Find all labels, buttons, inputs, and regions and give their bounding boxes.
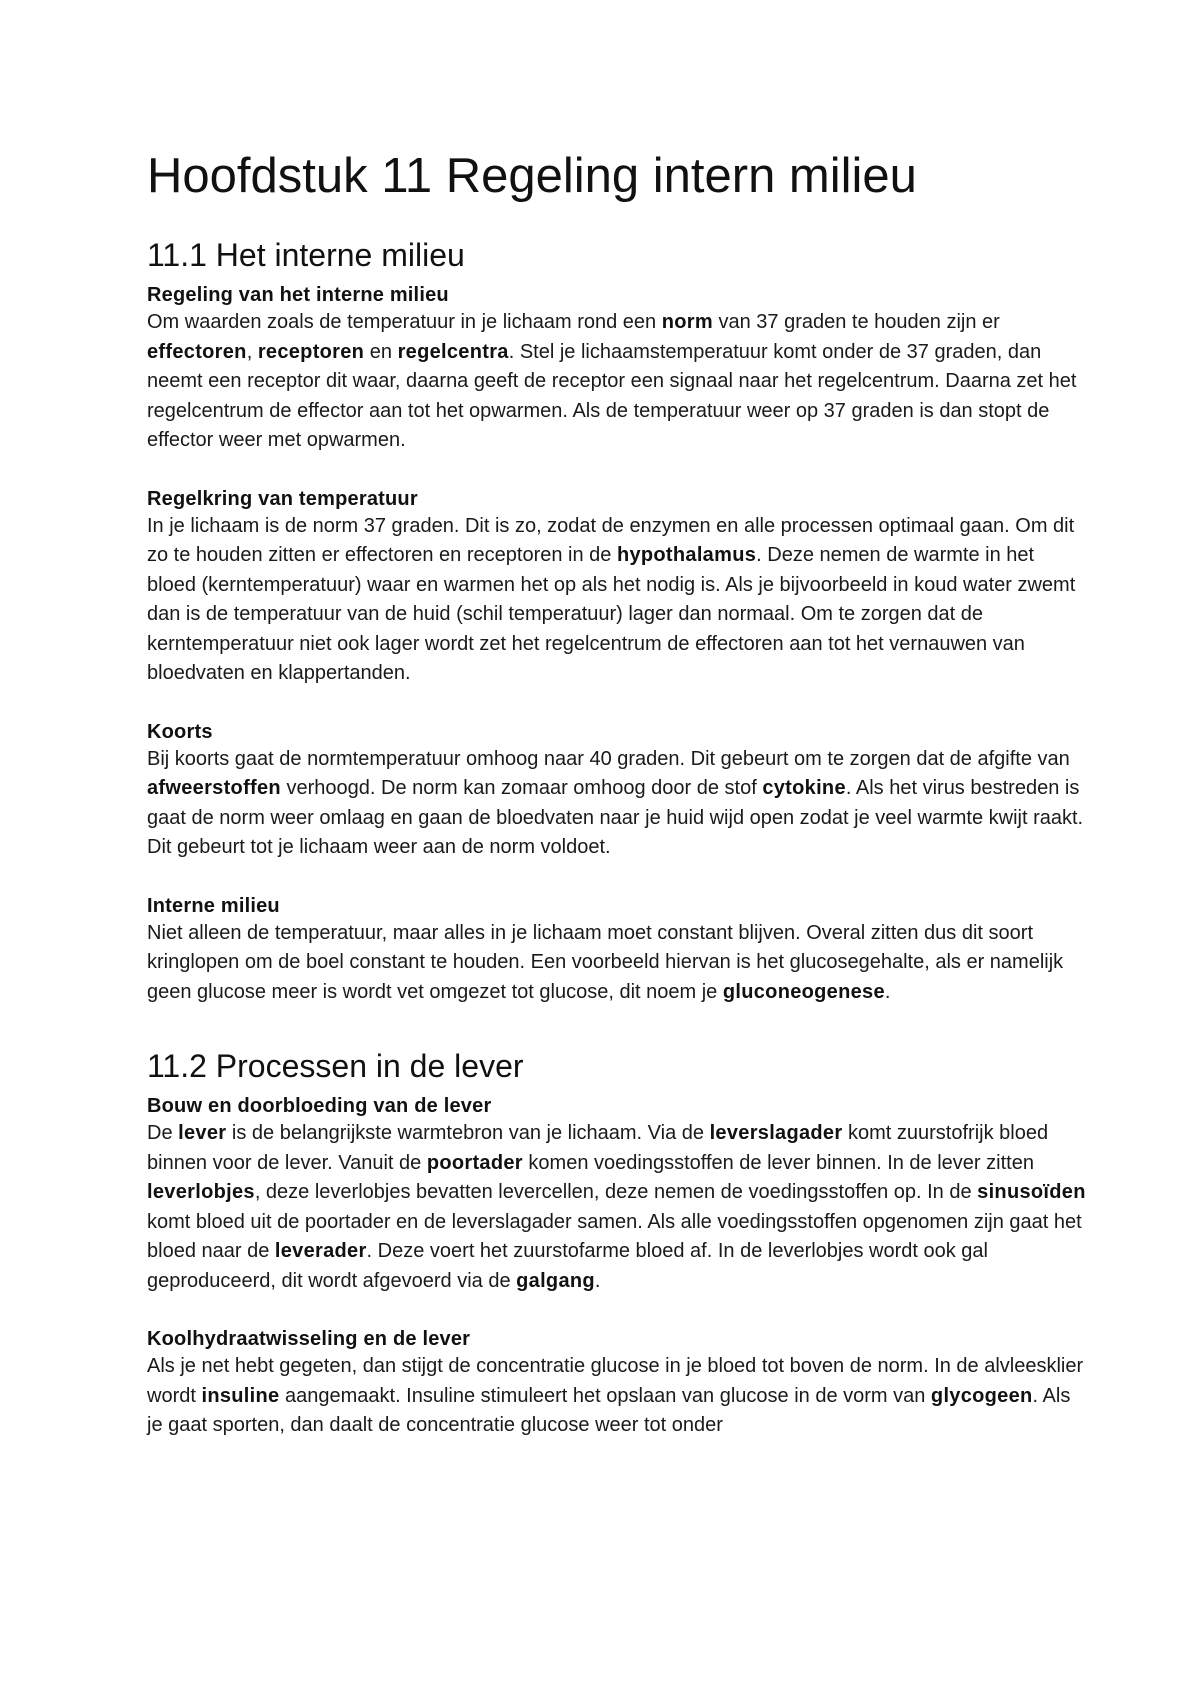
paragraph-subheading: Regeling van het interne milieu xyxy=(147,284,449,306)
text-run: . Stel je lichaamstemperatuur komt onder de 37 graden, dan neemt een receptor dit waar, daarna geeft de receptor een signaal naar het regelcentrum. Daarna zet het regelcentrum de effector aan tot het opwarmen. Als de temperatuur weer op 37 graden is dan stopt de effector weer met opwarmen. xyxy=(147,340,1077,451)
key-term: glycogeen xyxy=(930,1384,1033,1407)
text-run: Als je net hebt gegeten, dan stijgt de concentratie glucose in je bloed tot boven de norm. In de alvleesklier wordt xyxy=(147,1355,1084,1407)
text-run: . Deze nemen de warmte in het bloed (kerntemperatuur) waar en warmen het op als het nodig is. Als je bijvoorbeeld in koud water zwemt dan is de temperatuur van de huid (schil temperatuur) lager dan normaal. Om te zorgen dat de kerntemperatuur niet ook lager wordt zet het regelcentrum de effectoren aan tot het vernauwen van bloedvaten en klappertanden. xyxy=(147,544,1076,684)
key-term: poortader xyxy=(426,1151,523,1174)
text-run: aangemaakt. Insuline stimuleert het opslaan van glucose in de vorm van xyxy=(279,1384,931,1407)
paragraph-block xyxy=(147,719,1087,863)
key-term: afweerstoffen xyxy=(147,777,281,799)
paragraph-block xyxy=(147,486,1087,689)
key-term: leverslagader xyxy=(709,1122,843,1144)
text-run: komen voedingsstoffen de lever binnen. In de lever zitten xyxy=(522,1151,1034,1174)
paragraph-text xyxy=(147,308,1087,456)
text-run: Niet alleen de temperatuur, maar alles in je lichaam moet constant blijven. Overal zitten dus dit soort kringlopen om de boel constant te houden. Een voorbeeld hiervan is het glucosegehalte, als er namelijk geen glucose meer is wordt vet omgezet tot glucose, dit noem je xyxy=(147,921,1064,1003)
key-term: insuline xyxy=(201,1384,280,1407)
text-run: komt bloed uit de poortader en de leverslagader samen. Als alle voedingsstoffen opgenomen zijn gaat het bloed naar de xyxy=(147,1210,1082,1262)
document-body xyxy=(147,236,1087,1441)
text-run: , deze leverlobjes bevatten levercellen, deze nemen de voedingsstoffen op. In de xyxy=(254,1181,978,1203)
document-title: Hoofdstuk 11 Regeling intern milieu xyxy=(147,149,917,203)
key-term: receptoren xyxy=(257,340,365,363)
text-run: . Als het virus bestreden is gaat de norm weer omlaag en gaan de bloedvaten naar je huid wijd open zodat je veel warmte kwijt raakt. Dit gebeurt tot je lichaam weer aan de norm voldoet. xyxy=(147,777,1084,858)
key-term: leverlobjes xyxy=(147,1181,255,1203)
key-term: sinusoïden xyxy=(977,1181,1086,1203)
text-run: Bij koorts gaat de normtemperatuur omhoog naar 40 graden. Dit gebeurt om te zorgen dat de afgifte van xyxy=(147,747,1070,770)
paragraph-block xyxy=(147,1093,1087,1296)
text-run: De xyxy=(147,1122,179,1144)
text-run: , xyxy=(246,340,258,363)
section xyxy=(147,1047,1087,1441)
key-term: norm xyxy=(661,311,713,333)
text-run: komt zuurstofrijk bloed binnen voor de lever. Vanuit de xyxy=(147,1122,1049,1174)
paragraph-text xyxy=(147,1352,1087,1441)
key-term: cytokine xyxy=(762,777,846,799)
key-term: regelcentra xyxy=(397,340,509,363)
text-run: van 37 graden te houden zijn er xyxy=(712,311,1000,333)
paragraph-text xyxy=(147,919,1087,1008)
section-heading: 11.1 Het interne milieu xyxy=(147,237,465,273)
paragraph-text xyxy=(147,1119,1087,1296)
key-term: gluconeogenese xyxy=(722,980,885,1003)
key-term: leverader xyxy=(274,1240,367,1262)
paragraph-block xyxy=(147,893,1087,1008)
key-term: effectoren xyxy=(147,340,247,363)
paragraph-subheading: Regelkring van temperatuur xyxy=(147,487,418,510)
key-term: galgang xyxy=(516,1269,595,1292)
paragraph-text xyxy=(147,745,1087,863)
paragraph-subheading: Koolhydraatwisseling en de lever xyxy=(147,1328,471,1350)
document-page xyxy=(147,148,1087,1481)
paragraph-subheading: Interne milieu xyxy=(147,894,280,917)
paragraph-block xyxy=(147,1326,1087,1441)
key-term: hypothalamus xyxy=(616,544,757,566)
section xyxy=(147,236,1087,1007)
paragraph-subheading: Koorts xyxy=(147,720,213,743)
paragraph-subheading: Bouw en doorbloeding van de lever xyxy=(147,1095,492,1117)
paragraph-block xyxy=(147,282,1087,456)
text-run: . Deze voert het zuurstofarme bloed af. In de leverlobjes wordt ook gal geproduceerd, dit wordt afgevoerd via de xyxy=(147,1240,988,1292)
key-term: lever xyxy=(178,1122,227,1144)
text-run: Om waarden zoals de temperatuur in je lichaam rond een xyxy=(147,311,662,333)
text-run: verhoogd. De norm kan zomaar omhoog door de stof xyxy=(280,777,763,799)
text-run: . xyxy=(594,1269,601,1292)
paragraph-text xyxy=(147,512,1087,689)
section-heading: 11.2 Processen in de lever xyxy=(147,1048,524,1084)
text-run: is de belangrijkste warmtebron van je lichaam. Via de xyxy=(226,1122,710,1144)
text-run: en xyxy=(364,340,398,363)
text-run: In je lichaam is de norm 37 graden. Dit is zo, zodat de enzymen en alle processen optimaal gaan. Om dit zo te houden zitten er effectoren en receptoren in de xyxy=(147,514,1075,566)
text-run: . xyxy=(884,980,891,1003)
text-run: . Als je gaat sporten, dan daalt de concentratie glucose weer tot onder xyxy=(147,1384,1071,1436)
